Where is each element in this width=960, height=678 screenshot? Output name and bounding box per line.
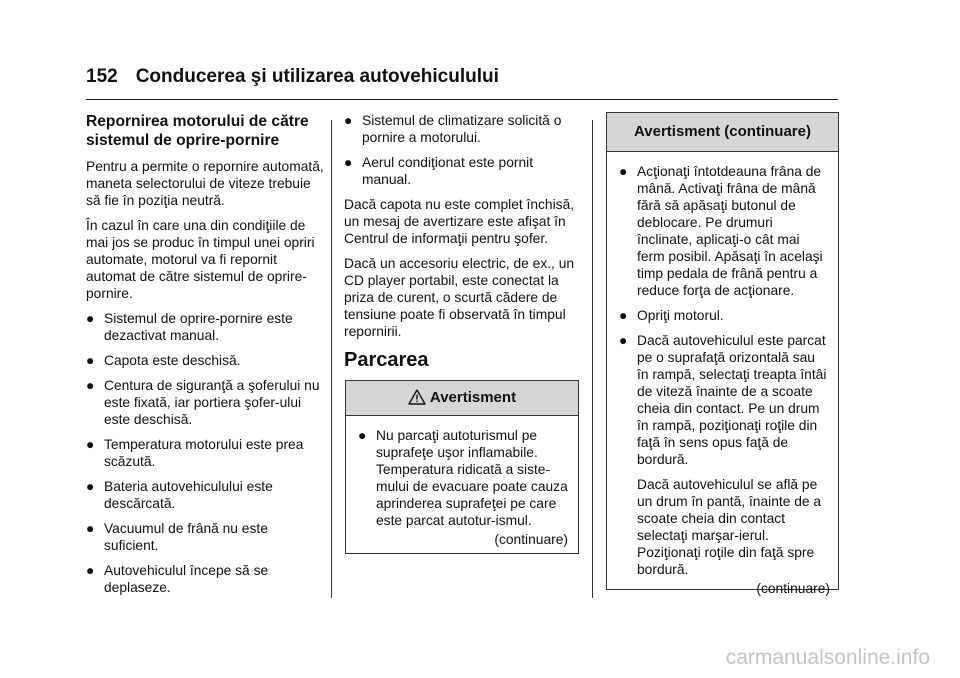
list-item: [358, 427, 568, 529]
list-item-text: Autovehiculul începe să se deplaseze.: [104, 563, 269, 595]
warning-body: [346, 416, 578, 554]
bullet: ●: [86, 479, 95, 494]
chapter-title: Conducerea şi utilizarea autovehiculului: [135, 66, 499, 87]
list-item-text: Dacă autovehiculul este parcat pe o suprafaţă orizontală sau în rampă, selectaţi treapta întâi de viteză înainte de a scoate cheia din contact. Pe un drum în rampă, poziţionaţi roţile din faţă în sens opus faţă de bordură.: [637, 333, 827, 467]
column-1: [86, 112, 324, 604]
warning-title: Avertisment (continuare): [634, 123, 811, 140]
bullet: ●: [86, 563, 95, 578]
list-item: [86, 352, 324, 369]
list-item-text: Bateria autovehiculului este descărcată.: [104, 479, 273, 511]
paragraph: Dacă capota nu este complet închisă, un mesaj de avertizare este afişat în Centrul de informaţii pentru şofer.: [344, 197, 575, 246]
list-item: [86, 310, 324, 344]
list-item: [344, 154, 584, 188]
list-item: [619, 307, 830, 324]
bullet: ●: [344, 113, 353, 128]
list-item: [619, 332, 830, 468]
header-rule: [86, 99, 838, 100]
bullet: ●: [86, 311, 95, 326]
warning-header: [346, 381, 578, 416]
bullet: ●: [619, 308, 628, 323]
column-divider-1: [331, 120, 332, 598]
column-2: [344, 112, 584, 382]
bullet: ●: [86, 353, 95, 368]
warning-box: [345, 380, 579, 554]
list-item: [86, 478, 324, 512]
warning-title: Avertisment: [429, 389, 517, 406]
continued-label: (continuare): [494, 532, 568, 547]
list-item-text: Temperatura motorului este prea scăzută.: [104, 437, 304, 469]
section-heading-restart: Repornirea motorului de către sistemul de oprire-pornire: [86, 113, 309, 149]
page-header: [86, 66, 499, 88]
list-item: [86, 520, 324, 554]
paragraph: Pentru a permite o repornire automată, maneta selectorului de viteze trebuie să fie în poziţia neutră.: [86, 159, 324, 208]
section-heading-parking: Parcarea: [344, 349, 429, 371]
warning-continued-box: [606, 112, 839, 596]
bullet: ●: [86, 378, 95, 393]
bullet: ●: [358, 428, 367, 443]
list-item-text: Aerul condiţionat este pornit manual.: [362, 155, 534, 187]
paragraph: În cazul în care una din condiţiile de mai jos se produc în timpul unei opriri automate, motorul va fi repornit automat de către sistemul de oprire-pornire.: [86, 218, 315, 301]
continued-label: (continuare): [756, 581, 830, 596]
paragraph: Dacă un accesoriu electric, de ex., un CD player portabil, este conectat la priza de curent, o scurtă cădere de tensiune poate fi observată în timpul repornirii.: [344, 256, 575, 339]
list-item-text: Acţionaţi întotdeauna frâna de mână. Activaţi frâna de mână fără să apăsaţi butonul de deblocare. Pe drumuri înclinate, aplicaţi-o cât mai ferm posibil. Apăsaţi în acelaşi timp pedala de frână pentru a reduce forţa de acţionare.: [637, 164, 823, 298]
list-item: [619, 163, 830, 299]
bullet: ●: [86, 437, 95, 452]
list-item-text: Opriţi motorul.: [637, 308, 724, 323]
list-item: [86, 562, 324, 596]
list-item-text: Vacuumul de frână nu este suficient.: [104, 521, 268, 553]
list-item: [86, 377, 324, 428]
bullet: ●: [619, 164, 628, 179]
list-item-text: Nu parcaţi autoturismul pe suprafeţe uşor inflamabile. Temperatura ridicată a siste-mului de evacuare poate cauza aprinderea suprafeţei pe care este parcat autotur-ismul.: [376, 428, 568, 528]
column-divider-2: [592, 120, 593, 598]
warning-triangle-icon: [408, 384, 426, 418]
bullet: ●: [619, 333, 628, 348]
list-item-text: Capota este deschisă.: [104, 353, 241, 368]
bullet: ●: [344, 155, 353, 170]
bullet: ●: [86, 521, 95, 536]
watermark: carmanualsonline.info: [725, 646, 930, 669]
paragraph: Dacă autovehiculul se află pe un drum în pantă, înainte de a scoate cheia din contact selectaţi marşar-ierul. Poziţionaţi roţile din faţă spre bordură.: [637, 477, 822, 577]
list-item-text: Centura de siguranţă a şoferului nu este fixată, iar portiera şofer-ului este deschisă.: [104, 378, 320, 427]
warning-body: [607, 152, 838, 603]
page-number: 152: [86, 66, 118, 87]
warning-header: [607, 113, 838, 152]
list-item: [344, 112, 584, 146]
list-item-text: Sistemul de oprire-pornire este dezactivat manual.: [104, 311, 293, 343]
list-item: [86, 436, 324, 470]
list-item-text: Sistemul de climatizare solicită o pornire a motorului.: [362, 113, 562, 145]
